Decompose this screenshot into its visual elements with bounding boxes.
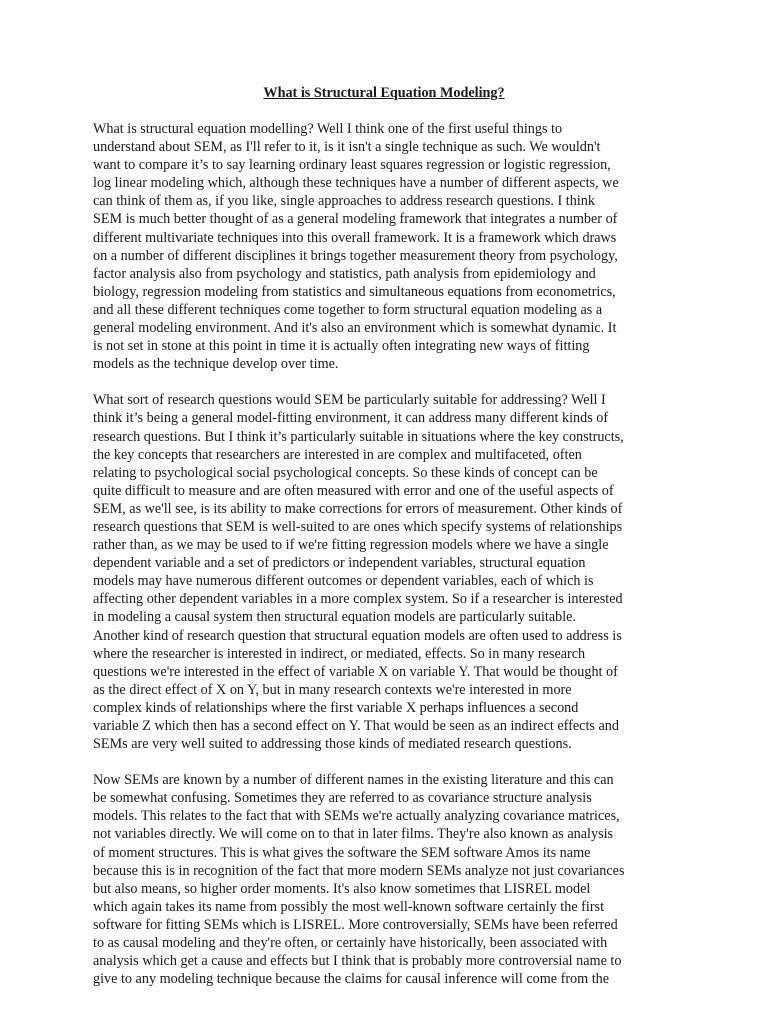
text-line: to as causal modeling and they're often, or certainly have historically, been associated with — [93, 935, 608, 952]
text-line: in modeling a causal system then structural equation models are particularly suitable. — [93, 609, 577, 626]
text-line: factor analysis also from psychology and statistics, path analysis from epidemiology and — [93, 265, 596, 282]
text-line: as the direct effect of X on Y, but in many research contexts we're interested in more — [93, 681, 572, 698]
text-line: models as the technique develop over time. — [93, 356, 339, 373]
text-line: questions we're interested in the effect of variable X on variable Y. That would be thought of — [93, 663, 618, 680]
text-line: give to any modeling technique because the claims for causal inference will come from the — [93, 971, 610, 988]
text-line: affecting other dependent variables in a more complex system. So if a researcher is interested — [93, 591, 623, 608]
text-line: SEM, as we'll see, is its ability to make corrections for errors of measurement. Other kinds of — [93, 500, 623, 517]
text-line: analysis which get a cause and effects but I think that is probably more controversial name to — [93, 953, 622, 970]
text-line: complex kinds of relationships where the first variable X perhaps influences a second — [93, 699, 579, 716]
text-line: models. This relates to the fact that with SEMs we're actually analyzing covariance matrices, — [93, 808, 620, 825]
paragraph — [93, 120, 674, 373]
text-line: log linear modeling which, although these techniques have a number of different aspects, we — [93, 175, 619, 192]
text-line: What sort of research questions would SEM be particularly suitable for addressing? Well I — [93, 392, 606, 409]
text-line: SEM is much better thought of as a general modeling framework that integrates a number of — [93, 211, 618, 228]
text-line: is not set in stone at this point in time it is actually often integrating new ways of fitting — [93, 338, 590, 355]
text-line: biology, regression modeling from statistics and simultaneous equations from econometrics, — [93, 283, 616, 300]
text-line: models may have numerous different outcomes or dependent variables, each of which is — [93, 573, 594, 590]
text-line: and all these different techniques come together to form structural equation modeling as a — [93, 301, 603, 318]
text-line: rather than, as we may be used to if we're fitting regression models where we have a single — [93, 537, 609, 554]
text-line: different multivariate techniques into this overall framework. It is a framework which draws — [93, 229, 617, 246]
text-line: understand about SEM, as I'll refer to it, is it isn't a single technique as such. We wouldn't — [93, 139, 601, 156]
document-body — [93, 120, 674, 1006]
text-line: think it’s being a general model-fitting environment, it can address many different kinds of — [93, 410, 609, 427]
text-line: but also means, so higher order moments. It's also know sometimes that LISREL model — [93, 880, 591, 897]
text-line: What is structural equation modelling? Well I think one of the first useful things to — [93, 121, 563, 137]
text-line: variable Z which then has a second effect on Y. That would be seen as an indirect effects and — [93, 718, 619, 734]
text-line: software for fitting SEMs which is LISREL. More controversially, SEMs have been referred — [93, 916, 618, 933]
text-line: the key concepts that researchers are interested in are complex and multifaceted, often — [93, 446, 582, 463]
text-line: of moment structures. This is what gives the software the SEM software Amos its name — [93, 844, 591, 861]
text-line: research questions that SEM is well-suited to are ones which specify systems of relationships — [93, 518, 623, 535]
text-line: can think of them as, if you like, single approaches to address research questions. I think — [93, 193, 595, 210]
text-line: be somewhat confusing. Sometimes they are referred to as covariance structure analysis — [93, 790, 592, 807]
text-line: general modeling environment. And it's also an environment which is somewhat dynamic. It — [93, 320, 617, 337]
text-line: which again takes its name from possibly the most well-known software certainly the first — [93, 898, 605, 915]
text-line: not variables directly. We will come on to that in later films. They're also known as analysis — [93, 826, 614, 843]
text-line: because this is in recognition of the fact that more modern SEMs analyze not just covariances — [93, 862, 625, 879]
text-line: research questions. But I think it’s particularly suitable in situations where the key constructs, — [93, 428, 624, 445]
text-line: dependent variable and a set of predictors or independent variables, structural equation — [93, 555, 586, 572]
document-title: What is Structural Equation Modeling? — [263, 85, 505, 101]
paragraph — [93, 391, 674, 753]
paragraph — [93, 771, 674, 988]
text-line: relating to psychological social psychological concepts. So these kinds of concept can be — [93, 464, 598, 481]
text-line: Now SEMs are known by a number of different names in the existing literature and this can — [93, 772, 614, 789]
text-line: quite difficult to measure and are often measured with error and one of the useful aspects of — [93, 482, 614, 499]
text-line: where the researcher is interested in indirect, or mediated, effects. So in many research — [93, 645, 586, 662]
text-line: want to compare it’s to say learning ordinary least squares regression or logistic regression, — [93, 157, 611, 174]
text-line: on a number of different disciplines it brings together measurement theory from psychology, — [93, 247, 618, 264]
text-line: Another kind of research question that structural equation models are often used to address is — [93, 627, 622, 644]
text-line: SEMs are very well suited to addressing those kinds of mediated research questions. — [93, 736, 572, 753]
